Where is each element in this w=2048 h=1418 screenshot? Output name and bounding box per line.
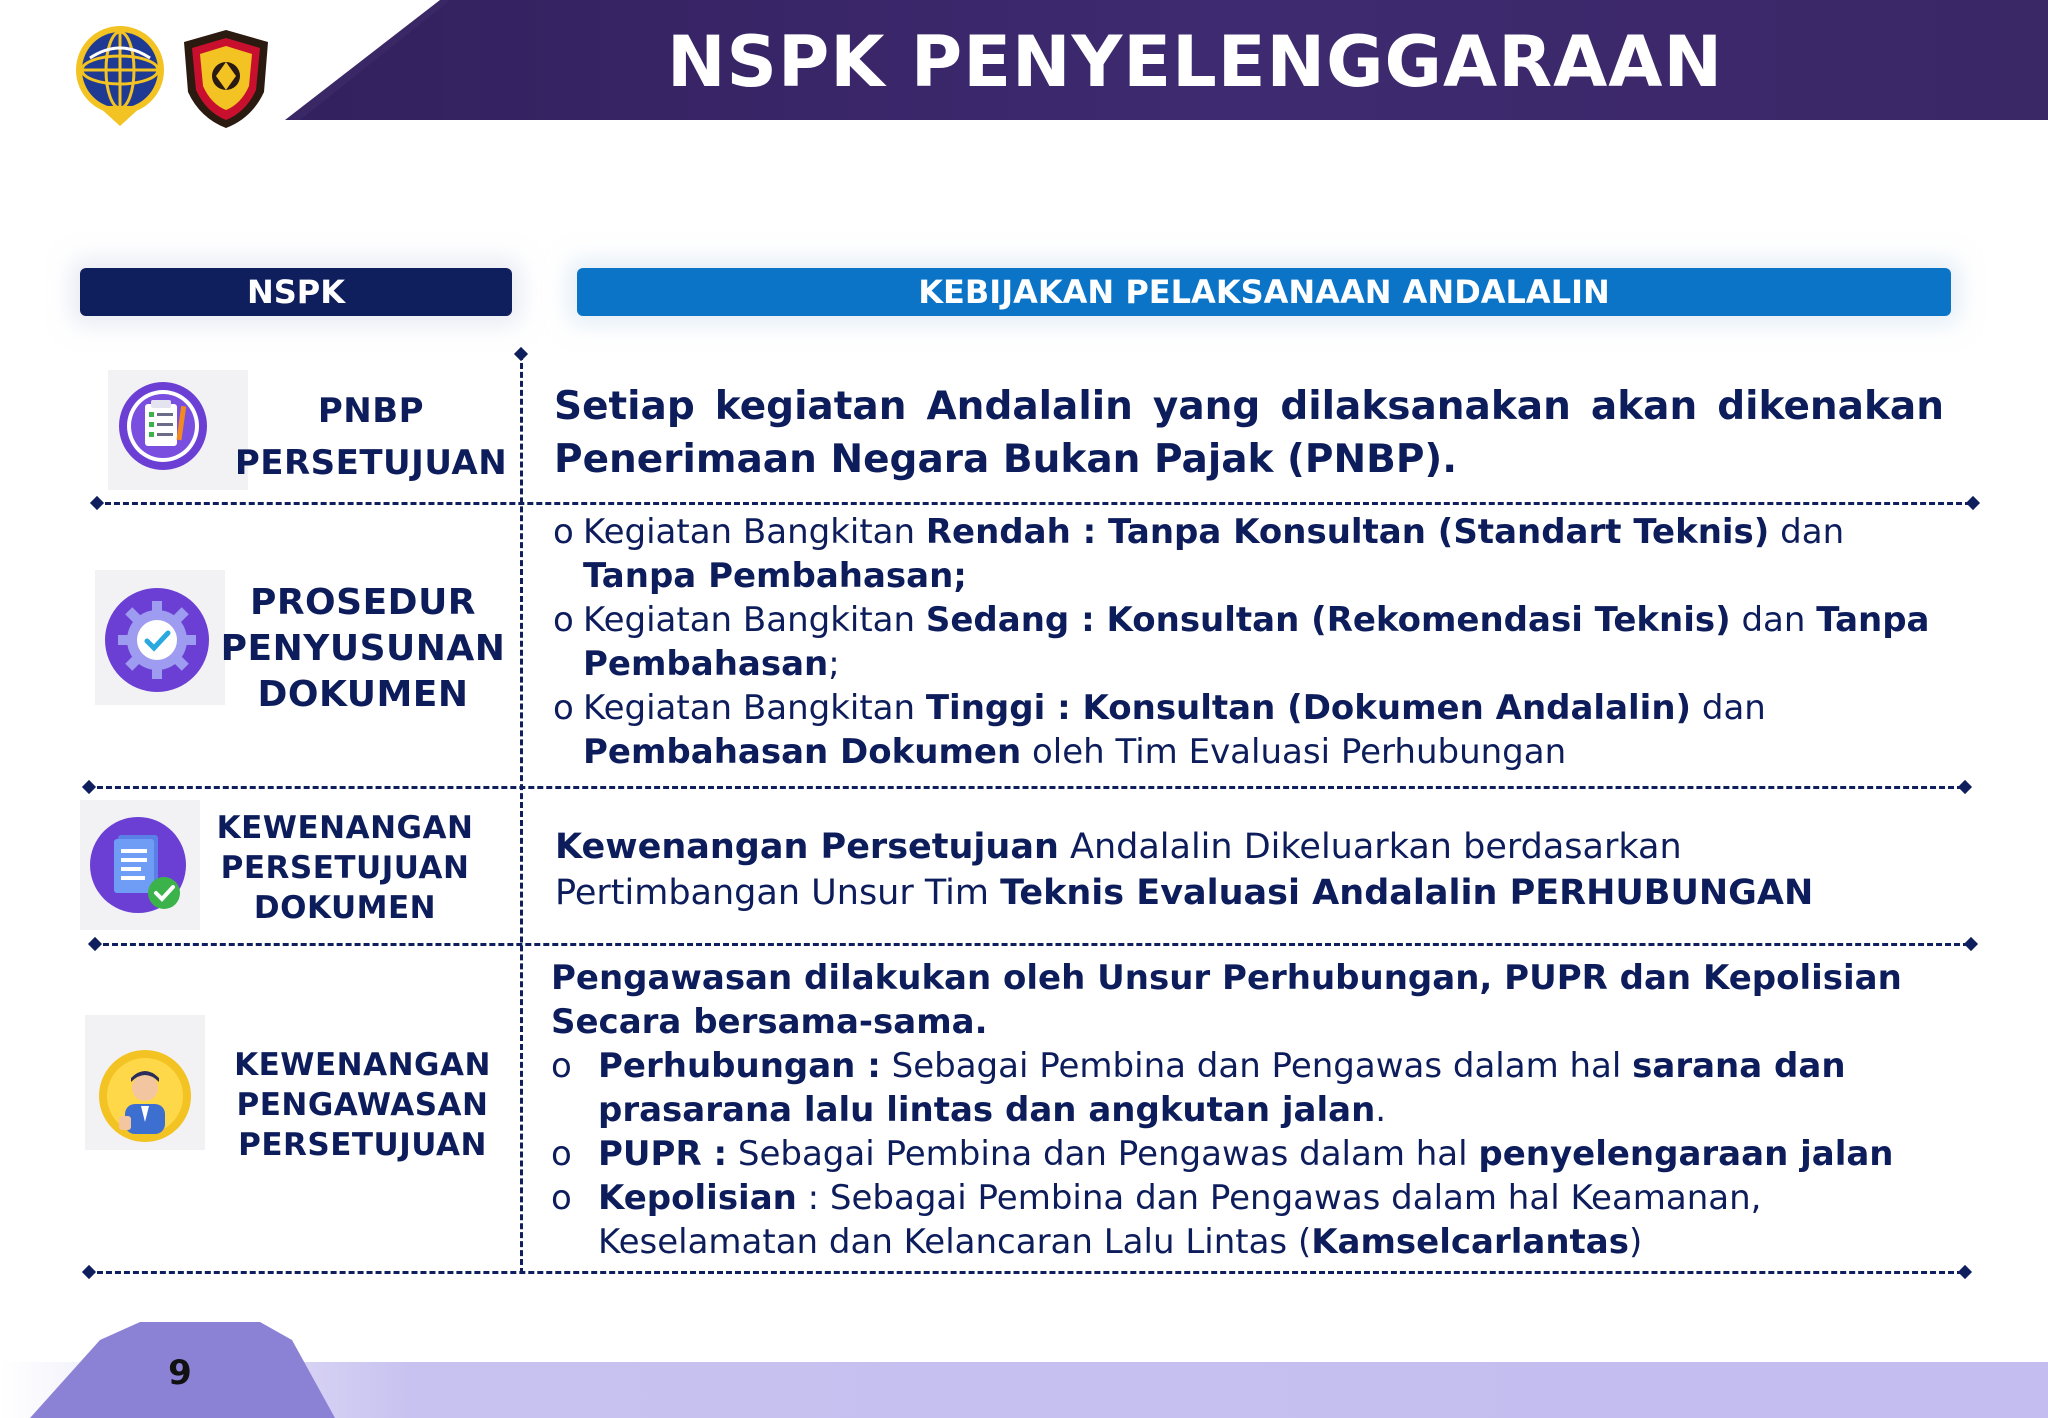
separator-dot (90, 496, 104, 510)
row-label-line: DOKUMEN (253, 890, 437, 926)
separator-dot (88, 937, 102, 951)
row-content-pnbp: Setiap kegiatan Andalalin yang dilaksanakan akan dikenakan Penerimaan Negara Bukan Pajak (PNBP). (554, 384, 1944, 482)
row-label-line: DOKUMEN (257, 674, 469, 715)
list-bullet: o (553, 688, 574, 728)
list-item (551, 1176, 1951, 1264)
list-text: . (1375, 1090, 1387, 1130)
list-item (553, 686, 1953, 774)
ministry-logo (70, 18, 170, 128)
separator-dot (1958, 780, 1972, 794)
list-bullet: o (551, 1134, 572, 1174)
content-intro: Pengawasan dilakukan oleh Unsur Perhubungan, PUPR dan Kepolisian Secara bersama-sama. (551, 958, 1902, 1042)
list-item (553, 598, 1953, 686)
row-label-line: PENYUSUNAN (220, 628, 506, 669)
regional-emblem-logo (180, 28, 272, 130)
content-text-bold: Teknis Evaluasi Andalalin PERHUBUNGAN (1000, 873, 1814, 913)
row-label-kewenangan-pengawasan (220, 1045, 505, 1165)
separator-dot (1958, 1265, 1972, 1279)
list-text: : Sebagai Pembina dan Pengawas dalam hal Keamanan, Keselamatan dan Kelancaran Lalu Lintas ( (598, 1178, 1762, 1262)
content-text-bold: Kewenangan Persetujuan (555, 827, 1059, 867)
list-bullet: o (551, 1046, 572, 1086)
list-text-bold: Kepolisian (598, 1178, 797, 1218)
column-header-nspk: NSPK (80, 268, 512, 316)
row-separator (96, 502, 1971, 505)
list-text: Kegiatan Bangkitan (583, 512, 926, 552)
page-number: 9 (168, 1353, 192, 1393)
list-text-bold: PUPR : (598, 1134, 728, 1174)
content-text: Andalalin Dikeluarkan berdasarkan Pertimbangan Unsur Tim (555, 827, 1682, 913)
list-text: dan (1691, 688, 1766, 728)
list-text: dan (1769, 512, 1845, 552)
list-text-bold: Rendah : Tanpa Konsultan (Standart Teknis) (925, 512, 1770, 552)
row-separator (88, 1271, 1963, 1274)
row-label-line: PERSETUJUAN (234, 443, 508, 483)
list-item (551, 1132, 1951, 1176)
row-label-line: PERSETUJUAN (220, 850, 470, 886)
document-check-icon (88, 815, 192, 919)
separator-dot (82, 780, 96, 794)
list-text-bold: Sedang : Konsultan (Rekomendasi Teknis) (925, 600, 1731, 640)
list-text: ; (828, 644, 840, 684)
row-label-line: KEWENANGAN (216, 810, 474, 846)
list-text-bold: Perhubungan : (598, 1046, 881, 1086)
list-text: ) (1628, 1222, 1643, 1262)
list-text: dan (1730, 600, 1817, 640)
checklist-icon (117, 380, 209, 472)
row-label-pnbp (226, 385, 516, 489)
row-content-kewenangan-pengawasan (551, 956, 1951, 1264)
list-bullet: o (553, 600, 574, 640)
list-text-bold: Kamselcarlantas (1311, 1222, 1629, 1262)
row-label-line: PNBP (317, 391, 425, 431)
list-bullet: o (553, 512, 574, 552)
separator-dot (1964, 937, 1978, 951)
column-separator (520, 354, 523, 1274)
gear-check-icon (102, 585, 212, 695)
list-text: Kegiatan Bangkitan (583, 688, 926, 728)
list-text-bold: Tinggi : Konsultan (Dokumen Andalalin) (925, 688, 1692, 728)
row-separator (88, 786, 1963, 789)
row-label-line: PENGAWASAN (236, 1087, 489, 1123)
page-title: NSPK PENYELENGGARAAN ANDALALIN (666, 21, 1724, 199)
row-content-prosedur (553, 510, 1953, 774)
list-text-bold: Tanpa Pembahasan (583, 600, 1930, 684)
list-text-bold: Pembahasan Dokumen (583, 732, 1022, 772)
list-bullet: o (551, 1178, 572, 1218)
list-item (551, 1044, 1951, 1132)
row-label-line: PERSETUJUAN (238, 1127, 487, 1163)
row-label-kewenangan-persetujuan (200, 808, 490, 928)
list-text: oleh Tim Evaluasi Perhubungan (1021, 732, 1567, 772)
officer-icon (97, 1048, 193, 1144)
row-label-line: KEWENANGAN (234, 1047, 491, 1083)
list-text-bold: penyelengaraan jalan (1478, 1134, 1894, 1174)
list-text: Sebagai Pembina dan Pengawas dalam hal (727, 1134, 1479, 1174)
list-text-bold: sarana dan prasarana lalu lintas dan angkutan jalan (598, 1046, 1846, 1130)
row-content-kewenangan-persetujuan (555, 824, 1925, 916)
separator-dot (82, 1265, 96, 1279)
row-label-prosedur (213, 580, 513, 718)
list-item (553, 510, 1953, 598)
row-separator (94, 943, 1969, 946)
list-text: Kegiatan Bangkitan (583, 600, 926, 640)
separator-dot (1966, 496, 1980, 510)
row-label-line: PROSEDUR (249, 582, 477, 623)
list-text-bold: Tanpa Pembahasan; (583, 556, 967, 596)
column-header-kebijakan: KEBIJAKAN PELAKSANAAN ANDALALIN (577, 268, 1951, 316)
list-text: Sebagai Pembina dan Pengawas dalam hal (880, 1046, 1633, 1086)
